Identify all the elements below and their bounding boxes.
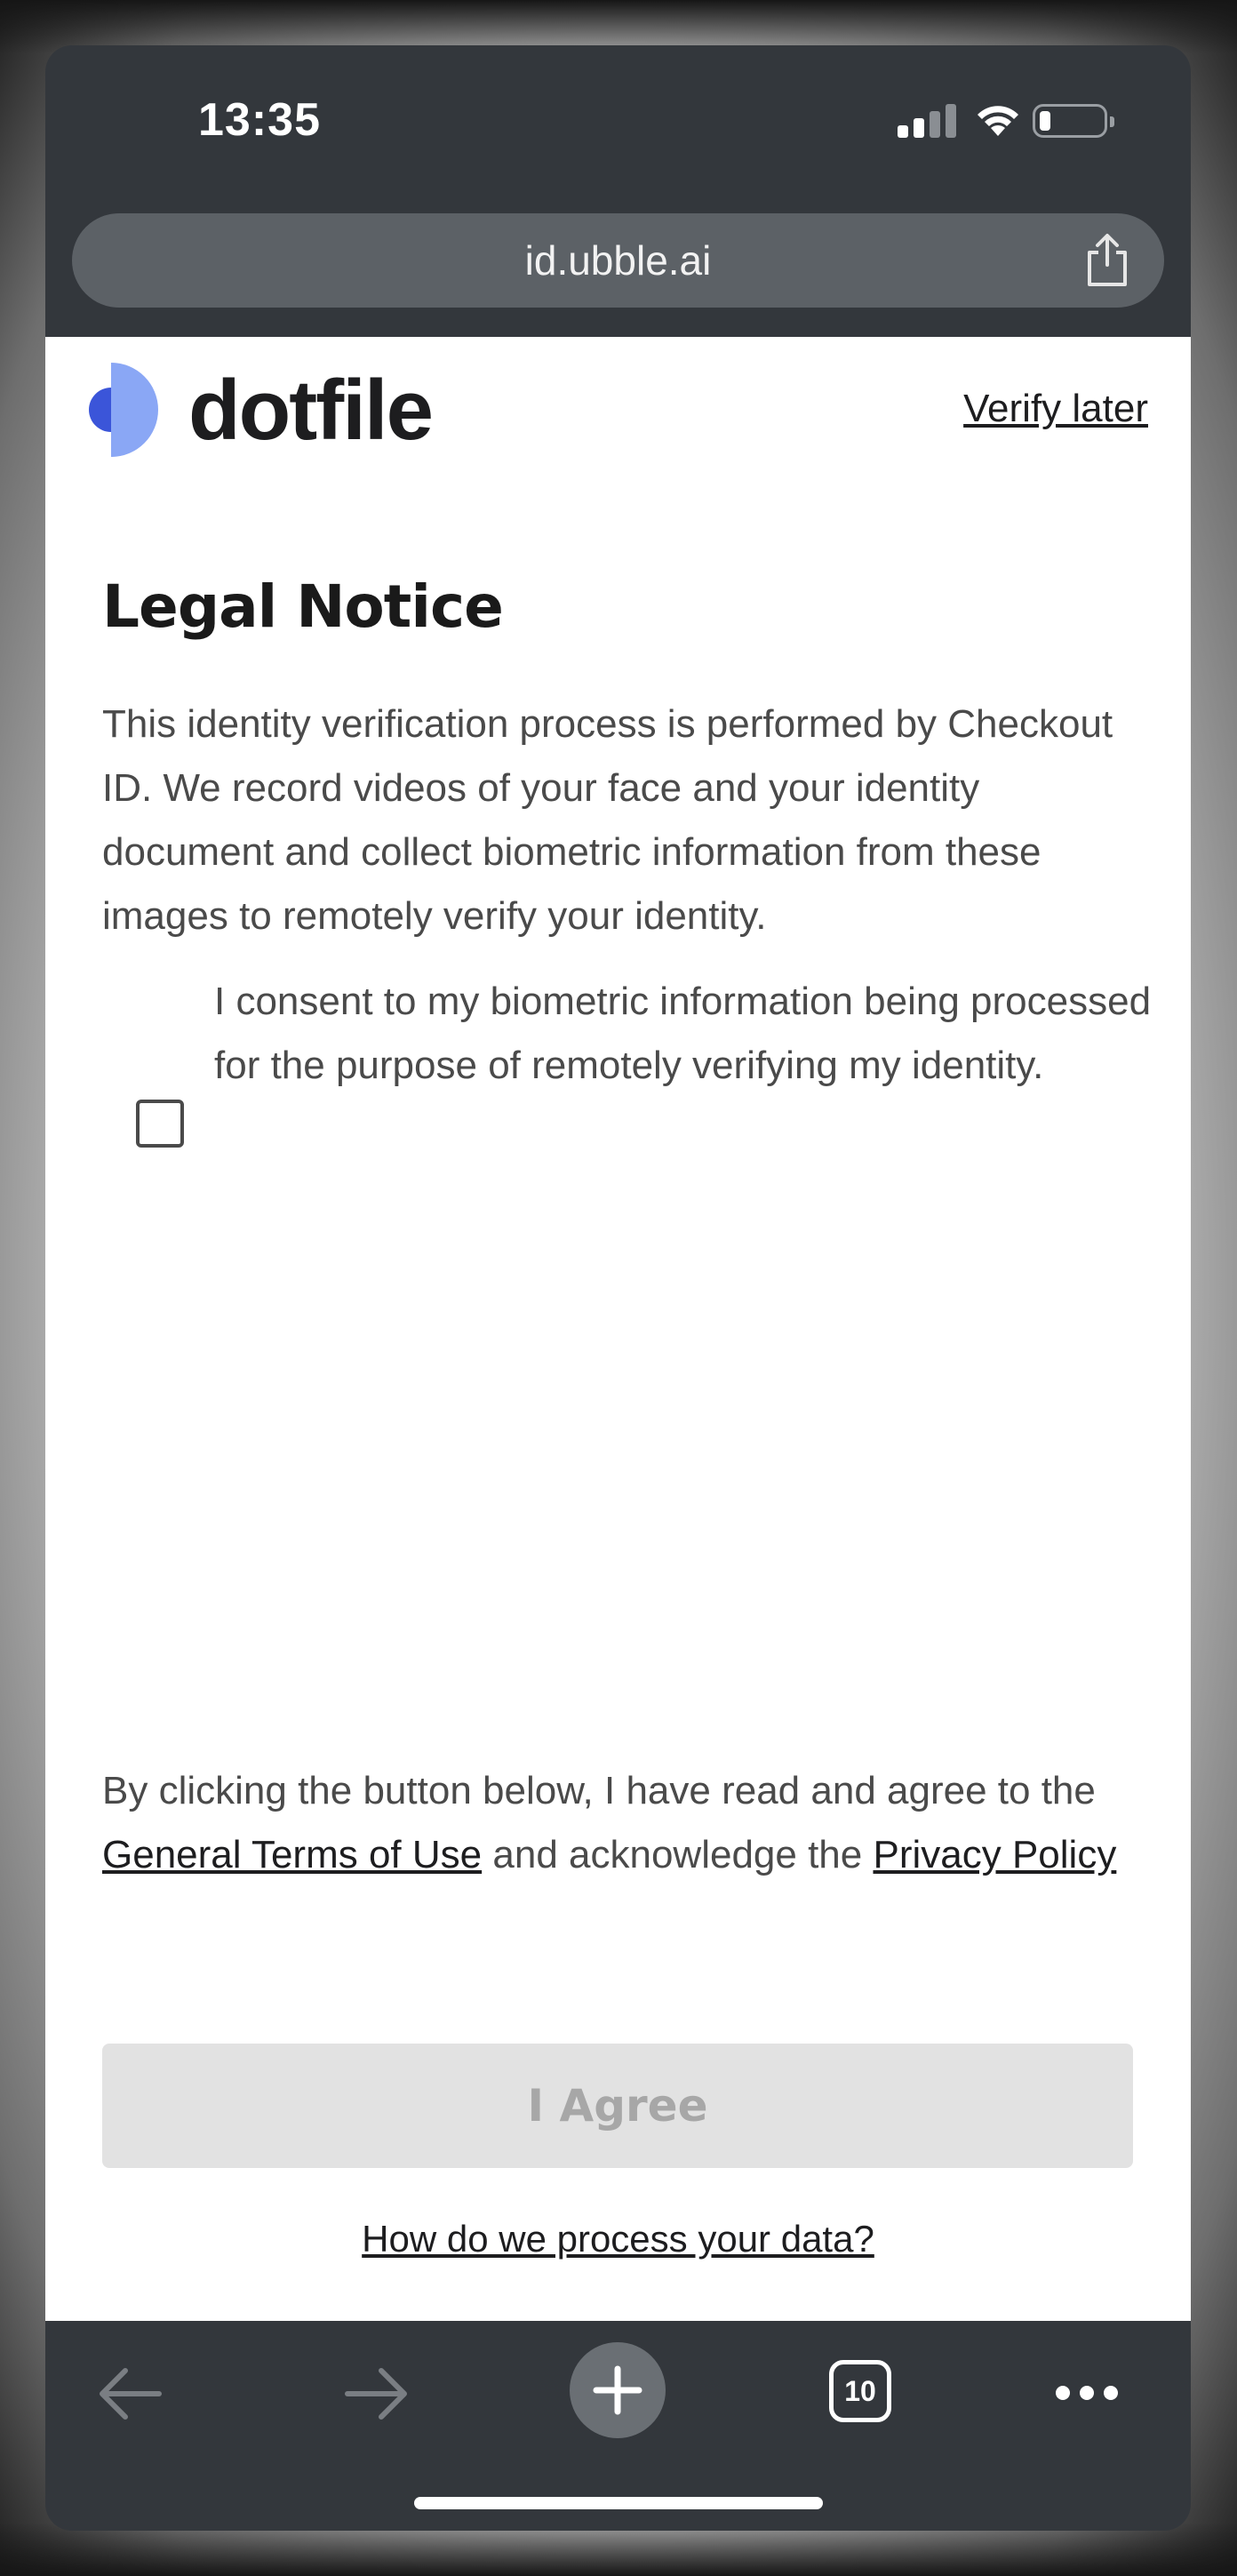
agree-button[interactable]: I Agree: [102, 2044, 1133, 2168]
status-time: 13:35: [198, 94, 321, 146]
dotfile-logo-mark-icon: [87, 363, 158, 457]
terms-middle: and acknowledge the: [492, 1833, 863, 1876]
tabs-count-button[interactable]: 10: [829, 2360, 891, 2422]
phone-screen: [45, 45, 1191, 2531]
verify-later-link[interactable]: Verify later: [963, 387, 1148, 430]
consent-checkbox[interactable]: [136, 1100, 184, 1148]
more-options-icon[interactable]: [1055, 2385, 1119, 2401]
page-title: Legal Notice: [102, 572, 503, 641]
url-text: id.ubble.ai: [524, 237, 712, 284]
new-tab-button[interactable]: [570, 2342, 666, 2438]
address-bar[interactable]: [72, 213, 1164, 308]
terms-text: [102, 1759, 1151, 1887]
share-icon[interactable]: [1082, 233, 1132, 288]
terms-prefix: By clicking the button below, I have read and agree to the: [102, 1769, 1096, 1812]
consent-label: I consent to my biometric information being processed for the purpose of remotely verifying my identity.: [214, 980, 1152, 1087]
logo-text: dotfile: [188, 363, 432, 458]
cellular-signal-icon: [898, 104, 956, 138]
plus-icon: [570, 2342, 666, 2438]
home-indicator[interactable]: [414, 2497, 823, 2509]
process-data-link[interactable]: How do we process your data?: [362, 2218, 874, 2260]
legal-notice-text: This identity verification process is performed by Checkout ID. We record videos of your face and your identity document and collect biometric information from these images to remotely verify your identity.: [102, 702, 1113, 938]
bottom-shade: [0, 2523, 1237, 2576]
dotfile-logo: [87, 363, 469, 460]
wifi-icon: [972, 100, 1024, 140]
battery-icon: [1033, 104, 1107, 138]
forward-arrow-icon[interactable]: [342, 2365, 410, 2422]
back-arrow-icon[interactable]: [97, 2365, 164, 2422]
web-page: [45, 337, 1191, 2321]
privacy-policy-link[interactable]: Privacy Policy: [873, 1833, 1117, 1876]
general-terms-link[interactable]: General Terms of Use: [102, 1833, 483, 1876]
